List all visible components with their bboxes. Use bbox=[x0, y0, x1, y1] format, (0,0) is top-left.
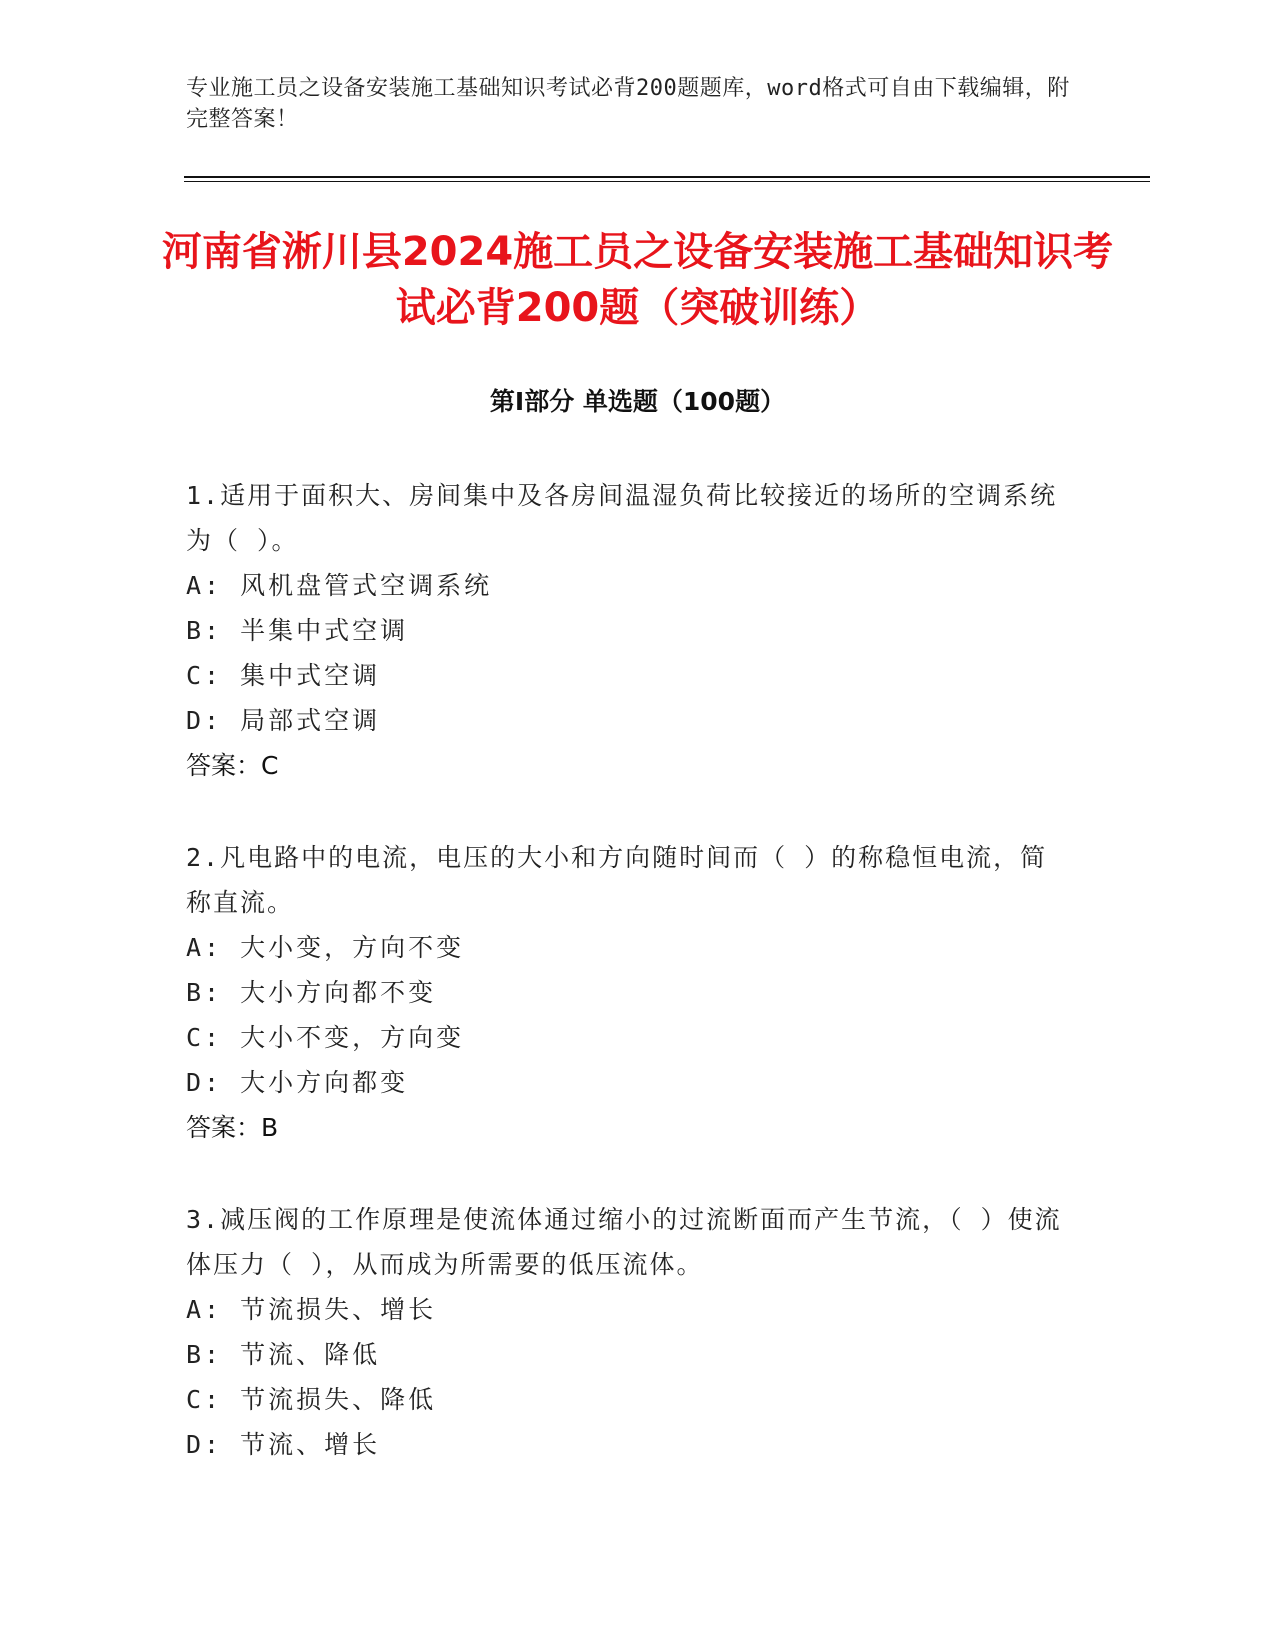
option-b: B: 大小方向都不变 bbox=[186, 978, 437, 1007]
option-b: B: 节流、降低 bbox=[186, 1340, 381, 1369]
question-3 bbox=[186, 1197, 1066, 1467]
answer: 答案：C bbox=[186, 751, 279, 780]
question-stem: 2.凡电路中的电流，电压的大小和方向随时间而（ ）的称稳恒电流，简称直流。 bbox=[186, 843, 1048, 917]
question-stem: 3.减压阀的工作原理是使流体通过缩小的过流断面而产生节流，（ ）使流体压力（ ），从而成为所需要的低压流体。 bbox=[186, 1205, 1062, 1279]
document-title: 河南省淅川县2024施工员之设备安装施工基础知识考试必背200题（突破训练） bbox=[161, 229, 1114, 331]
question-1 bbox=[186, 473, 1066, 788]
header-rule-thick bbox=[184, 176, 1150, 178]
header-note: 专业施工员之设备安装施工基础知识考试必背200题题库，word格式可自由下载编辑，附完整答案！ bbox=[186, 76, 1070, 132]
section-title: 第Ⅰ部分 单选题（100题） bbox=[489, 387, 786, 416]
question-2 bbox=[186, 835, 1066, 1150]
header-rule-thin bbox=[184, 181, 1150, 182]
option-d: D: 局部式空调 bbox=[186, 706, 381, 735]
option-a: A: 节流损失、增长 bbox=[186, 1295, 437, 1324]
option-c: C: 节流损失、降低 bbox=[186, 1385, 437, 1414]
answer: 答案：B bbox=[186, 1113, 279, 1142]
option-c: C: 大小不变，方向变 bbox=[186, 1023, 465, 1052]
option-b: B: 半集中式空调 bbox=[186, 616, 409, 645]
option-d: D: 大小方向都变 bbox=[186, 1068, 409, 1097]
question-stem: 1.适用于面积大、房间集中及各房间温湿负荷比较接近的场所的空调系统为（ ）。 bbox=[186, 481, 1058, 555]
option-c: C: 集中式空调 bbox=[186, 661, 381, 690]
question-list bbox=[186, 473, 1066, 1514]
option-d: D: 节流、增长 bbox=[186, 1430, 381, 1459]
option-a: A: 风机盘管式空调系统 bbox=[186, 571, 493, 600]
option-a: A: 大小变，方向不变 bbox=[186, 933, 465, 962]
